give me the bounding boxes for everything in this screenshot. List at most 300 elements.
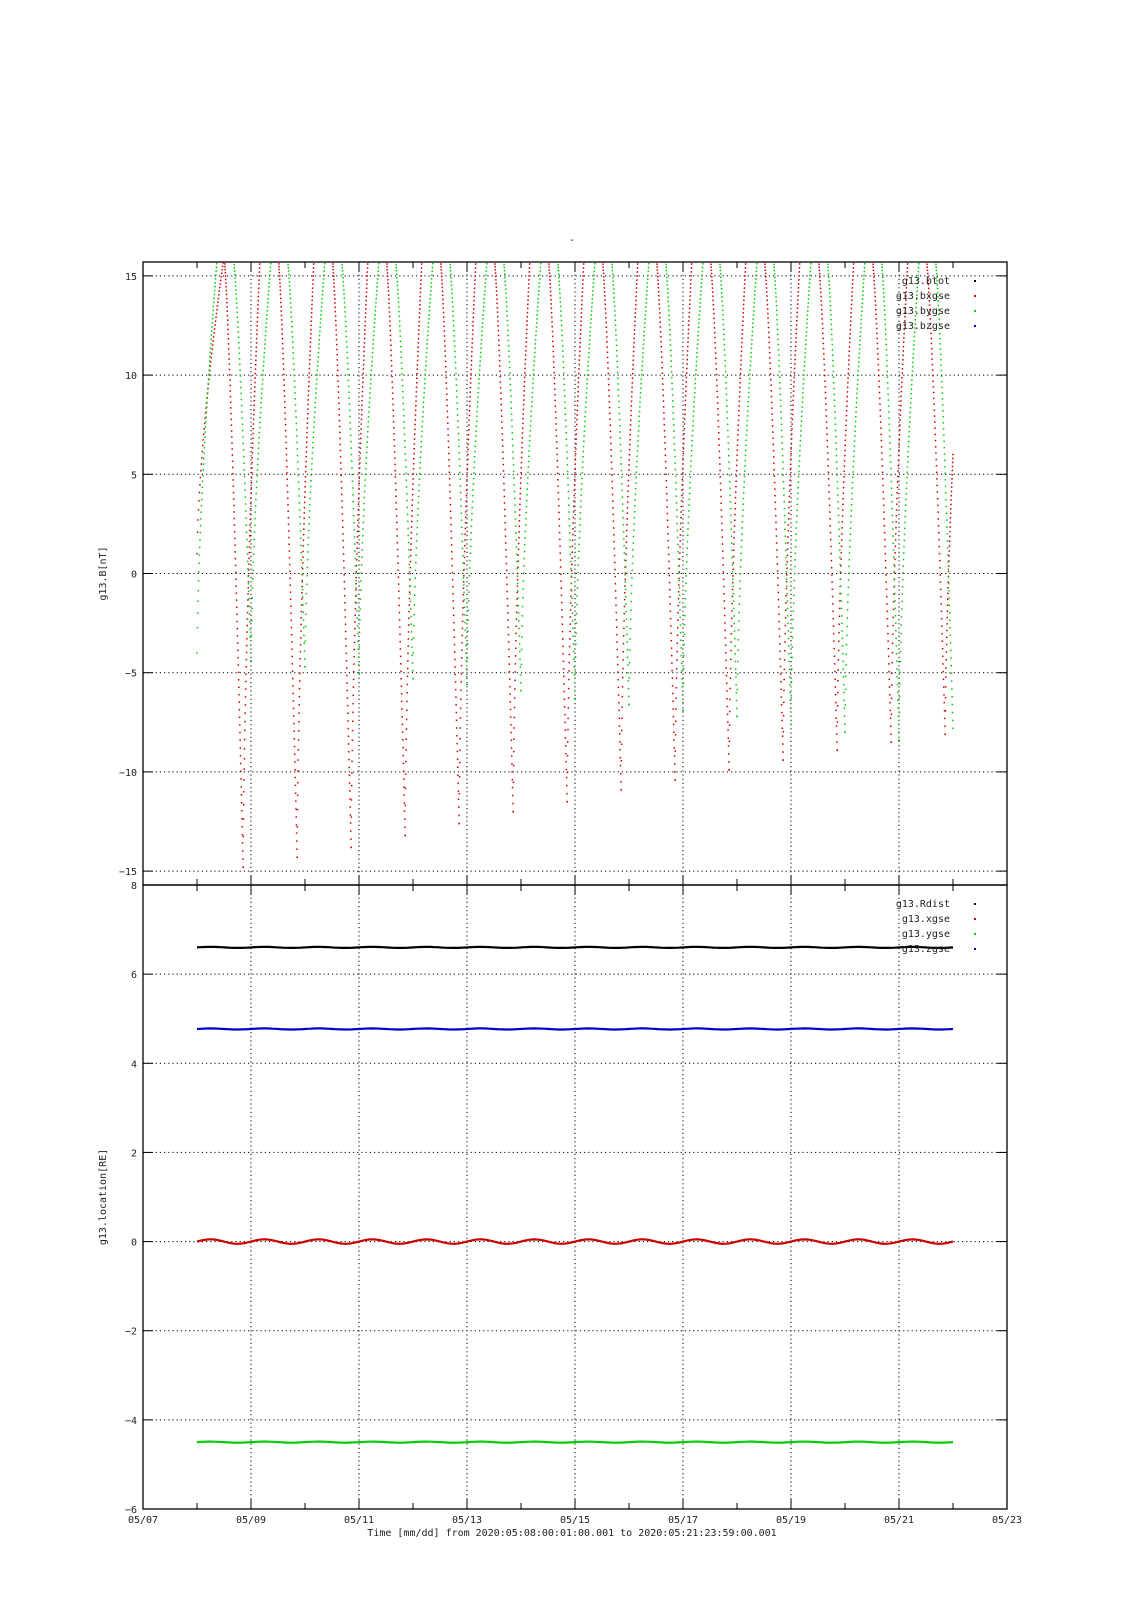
data-point	[894, 559, 896, 561]
data-point	[682, 468, 684, 470]
data-point	[245, 704, 247, 706]
data-point	[314, 407, 316, 409]
data-point	[321, 310, 323, 312]
data-point	[895, 521, 897, 523]
data-point	[886, 596, 888, 598]
data-point	[412, 494, 414, 496]
data-point	[711, 269, 713, 271]
data-point	[407, 507, 409, 509]
data-point	[671, 670, 673, 672]
data-point	[753, 314, 755, 316]
data-point	[745, 455, 747, 457]
data-point	[733, 608, 735, 610]
data-point	[661, 351, 663, 353]
data-point	[440, 263, 442, 265]
data-point	[608, 384, 610, 386]
data-point	[933, 403, 935, 405]
data-point	[420, 283, 422, 285]
data-point	[512, 811, 514, 813]
data-point	[362, 542, 364, 544]
data-point	[221, 273, 223, 275]
data-point	[307, 559, 309, 561]
data-point	[837, 692, 839, 694]
data-point	[356, 571, 358, 573]
data-point	[467, 643, 469, 645]
data-point	[636, 456, 638, 458]
series-g13-Rdist-line	[197, 947, 953, 948]
data-point	[472, 321, 474, 323]
data-point	[837, 705, 839, 707]
data-point	[667, 526, 669, 528]
data-point	[399, 330, 401, 332]
data-point	[876, 323, 878, 325]
data-point	[251, 467, 253, 469]
data-point	[300, 552, 302, 554]
data-point	[352, 703, 354, 705]
data-point	[452, 311, 454, 313]
data-point	[896, 515, 898, 517]
data-point	[467, 464, 469, 466]
data-point	[576, 419, 578, 421]
data-point	[237, 628, 239, 630]
data-point	[743, 304, 745, 306]
data-point	[857, 388, 859, 390]
data-point	[418, 496, 420, 498]
data-point	[951, 495, 953, 497]
data-point	[645, 302, 647, 304]
data-point	[292, 336, 294, 338]
data-point	[938, 525, 940, 527]
data-point	[741, 338, 743, 340]
data-point	[564, 401, 566, 403]
data-point	[235, 572, 237, 574]
data-point	[458, 433, 460, 435]
data-point	[743, 300, 745, 302]
data-point	[511, 740, 513, 742]
data-point	[520, 477, 522, 479]
data-point	[442, 287, 444, 289]
data-point	[777, 324, 779, 326]
data-point	[338, 403, 340, 405]
data-point	[502, 433, 504, 435]
data-point	[791, 428, 793, 430]
data-point	[208, 374, 210, 376]
data-point	[467, 620, 469, 622]
data-point	[590, 318, 592, 320]
data-point	[333, 272, 335, 274]
data-point	[284, 390, 286, 392]
data-point	[792, 400, 794, 402]
data-point	[895, 533, 897, 535]
data-point	[568, 697, 570, 699]
data-point	[343, 553, 345, 555]
data-point	[352, 721, 354, 723]
data-point	[303, 612, 305, 614]
data-point	[286, 460, 288, 462]
data-point	[829, 511, 831, 513]
data-point	[295, 777, 297, 779]
data-point	[802, 397, 804, 399]
data-point	[888, 405, 890, 407]
data-point	[730, 501, 732, 503]
data-point	[351, 750, 353, 752]
data-point	[862, 302, 864, 304]
data-point	[887, 633, 889, 635]
data-point	[506, 306, 508, 308]
data-point	[234, 274, 236, 276]
data-point	[569, 532, 571, 534]
data-point	[417, 355, 419, 357]
data-point	[236, 606, 238, 608]
data-point	[358, 509, 360, 511]
data-point	[363, 522, 365, 524]
data-point	[801, 406, 803, 408]
data-point	[666, 273, 668, 275]
data-point	[573, 506, 575, 508]
data-point	[344, 588, 346, 590]
data-point	[569, 623, 571, 625]
data-point	[894, 578, 896, 580]
data-point	[722, 319, 724, 321]
data-point	[214, 294, 216, 296]
data-point	[731, 529, 733, 531]
data-point	[240, 778, 242, 780]
data-point	[523, 580, 525, 582]
data-point	[316, 379, 318, 381]
data-point	[678, 558, 680, 560]
data-point	[525, 518, 527, 520]
data-point	[307, 413, 309, 415]
data-point	[741, 540, 743, 542]
data-point	[804, 365, 806, 367]
data-point	[775, 522, 777, 524]
data-point	[872, 266, 874, 268]
data-point	[291, 321, 293, 323]
data-point	[934, 427, 936, 429]
data-point	[829, 498, 831, 500]
data-point	[904, 528, 906, 530]
data-point	[821, 300, 823, 302]
data-point	[891, 501, 893, 503]
data-point	[854, 435, 856, 437]
data-point	[500, 381, 502, 383]
data-point	[719, 457, 721, 459]
data-point	[536, 318, 538, 320]
data-point	[351, 454, 353, 456]
data-point	[474, 275, 476, 277]
data-point	[459, 738, 461, 740]
data-point	[313, 437, 315, 439]
data-point	[265, 335, 267, 337]
data-point	[846, 410, 848, 412]
data-point	[471, 360, 473, 362]
data-point	[645, 306, 647, 308]
data-point	[884, 314, 886, 316]
data-point	[730, 508, 732, 510]
data-point	[902, 355, 904, 357]
data-point	[587, 365, 589, 367]
data-point	[517, 579, 519, 581]
data-point	[243, 456, 245, 458]
chart-title: -	[568, 235, 576, 246]
data-point	[497, 311, 499, 313]
data-point	[414, 586, 416, 588]
data-point	[421, 267, 423, 269]
data-point	[841, 630, 843, 632]
data-point	[594, 263, 596, 265]
data-point	[781, 712, 783, 714]
data-point	[575, 671, 577, 673]
data-point	[517, 583, 519, 585]
data-point	[720, 277, 722, 279]
data-point	[403, 770, 405, 772]
data-point	[225, 282, 227, 284]
data-point	[348, 391, 350, 393]
data-point	[304, 658, 306, 660]
data-point	[673, 724, 675, 726]
data-point	[252, 569, 254, 571]
data-point	[309, 504, 311, 506]
data-point	[521, 664, 523, 666]
data-point	[891, 673, 893, 675]
data-point	[527, 488, 529, 490]
data-point	[571, 570, 573, 572]
data-point	[737, 649, 739, 651]
data-point	[260, 407, 262, 409]
x-axis-tick-labels	[128, 1515, 1022, 1526]
data-point	[301, 559, 303, 561]
data-point	[714, 322, 716, 324]
data-point	[624, 552, 626, 554]
data-point	[899, 429, 901, 431]
data-point	[823, 343, 825, 345]
data-point	[786, 564, 788, 566]
data-point	[233, 498, 235, 500]
data-point	[844, 450, 846, 452]
data-point	[518, 549, 520, 551]
data-point	[569, 631, 571, 633]
data-point	[293, 708, 295, 710]
data-point	[558, 267, 560, 269]
data-point	[781, 430, 783, 432]
data-point	[364, 325, 366, 327]
data-point	[910, 398, 912, 400]
data-point	[818, 264, 820, 266]
data-point	[357, 633, 359, 635]
data-point	[622, 510, 624, 512]
data-point	[200, 532, 202, 534]
data-point	[885, 574, 887, 576]
data-point	[832, 349, 834, 351]
data-point	[458, 439, 460, 441]
data-point	[357, 618, 359, 620]
data-point	[530, 425, 532, 427]
data-point	[695, 369, 697, 371]
data-point	[241, 405, 243, 407]
data-point	[713, 318, 715, 320]
data-point	[631, 570, 633, 572]
data-point	[373, 331, 375, 333]
data-point	[402, 755, 404, 757]
data-point	[722, 550, 724, 552]
data-point	[850, 320, 852, 322]
data-point	[297, 809, 299, 811]
data-point	[350, 441, 352, 443]
data-point	[635, 312, 637, 314]
data-point	[855, 426, 857, 428]
data-point	[365, 474, 367, 476]
data-point	[420, 296, 422, 298]
data-point	[416, 533, 418, 535]
data-point	[259, 267, 261, 269]
data-point	[843, 700, 845, 702]
data-point	[949, 612, 951, 614]
data-point	[428, 314, 430, 316]
data-point	[722, 305, 724, 307]
data-point	[835, 694, 837, 696]
data-point	[238, 679, 240, 681]
data-point	[840, 586, 842, 588]
data-point	[563, 372, 565, 374]
data-point	[509, 671, 511, 673]
data-point	[896, 668, 898, 670]
data-point	[294, 738, 296, 740]
data-point	[356, 602, 358, 604]
data-point	[554, 377, 556, 379]
data-point	[245, 510, 247, 512]
data-point	[520, 666, 522, 668]
data-point	[363, 346, 365, 348]
data-point	[574, 463, 576, 465]
data-point	[400, 341, 402, 343]
data-point	[860, 331, 862, 333]
data-point	[946, 630, 948, 632]
data-point	[659, 308, 661, 310]
data-point	[248, 598, 250, 600]
data-point	[777, 570, 779, 572]
data-point	[450, 524, 452, 526]
data-point	[409, 586, 411, 588]
data-point	[810, 267, 812, 269]
data-point	[244, 748, 246, 750]
data-point	[625, 554, 627, 556]
data-point	[419, 473, 421, 475]
data-point	[670, 344, 672, 346]
data-point	[509, 686, 511, 688]
data-point	[698, 318, 700, 320]
data-point	[346, 346, 348, 348]
data-point	[309, 350, 311, 352]
data-point	[202, 486, 204, 488]
data-point	[399, 641, 401, 643]
data-point	[778, 365, 780, 367]
data-point	[916, 303, 918, 305]
data-point	[528, 283, 530, 285]
data-point	[505, 542, 507, 544]
data-point	[466, 495, 468, 497]
top-y-axis-label: g13.B[nT]	[98, 546, 109, 601]
data-point	[721, 284, 723, 286]
data-point	[470, 378, 472, 380]
data-point	[403, 786, 405, 788]
data-point	[894, 600, 896, 602]
data-point	[717, 396, 719, 398]
data-point	[460, 485, 462, 487]
data-point	[634, 517, 636, 519]
data-point	[906, 472, 908, 474]
data-point	[624, 574, 626, 576]
x-tick-label: 05/21	[883, 1515, 915, 1526]
data-point	[576, 414, 578, 416]
data-point	[690, 471, 692, 473]
data-point	[739, 596, 741, 598]
data-point	[627, 672, 629, 674]
data-point	[241, 826, 243, 828]
data-point	[679, 540, 681, 542]
data-point	[947, 581, 949, 583]
data-point	[720, 273, 722, 275]
data-point	[627, 507, 629, 509]
data-point	[885, 344, 887, 346]
data-point	[952, 470, 954, 472]
data-point	[713, 313, 715, 315]
data-point	[612, 514, 614, 516]
data-point	[283, 368, 285, 370]
data-point	[551, 308, 553, 310]
data-point	[467, 459, 469, 461]
data-point	[302, 568, 304, 570]
data-point	[777, 563, 779, 565]
data-point	[527, 304, 529, 306]
data-point	[239, 740, 241, 742]
data-point	[581, 300, 583, 302]
data-point	[725, 660, 727, 662]
data-point	[684, 423, 686, 425]
data-point	[347, 697, 349, 699]
data-point	[625, 589, 627, 591]
data-point	[307, 567, 309, 569]
data-point	[431, 274, 433, 276]
data-point	[242, 443, 244, 445]
data-point	[566, 793, 568, 795]
data-point	[494, 263, 496, 265]
data-point	[308, 395, 310, 397]
data-point	[402, 379, 404, 381]
data-point	[792, 419, 794, 421]
data-point	[257, 300, 259, 302]
data-point	[347, 705, 349, 707]
data-point	[342, 277, 344, 279]
data-point	[947, 587, 949, 589]
data-point	[580, 506, 582, 508]
data-point	[520, 472, 522, 474]
data-point	[796, 328, 798, 330]
data-point	[299, 502, 301, 504]
data-point	[616, 619, 618, 621]
data-point	[775, 502, 777, 504]
data-point	[574, 690, 576, 692]
data-point	[297, 782, 299, 784]
data-point	[630, 429, 632, 431]
data-point	[510, 395, 512, 397]
data-point	[794, 372, 796, 374]
data-point	[943, 441, 945, 443]
data-point	[584, 421, 586, 423]
data-point	[524, 558, 526, 560]
data-point	[738, 639, 740, 641]
data-point	[830, 553, 832, 555]
data-point	[303, 545, 305, 547]
